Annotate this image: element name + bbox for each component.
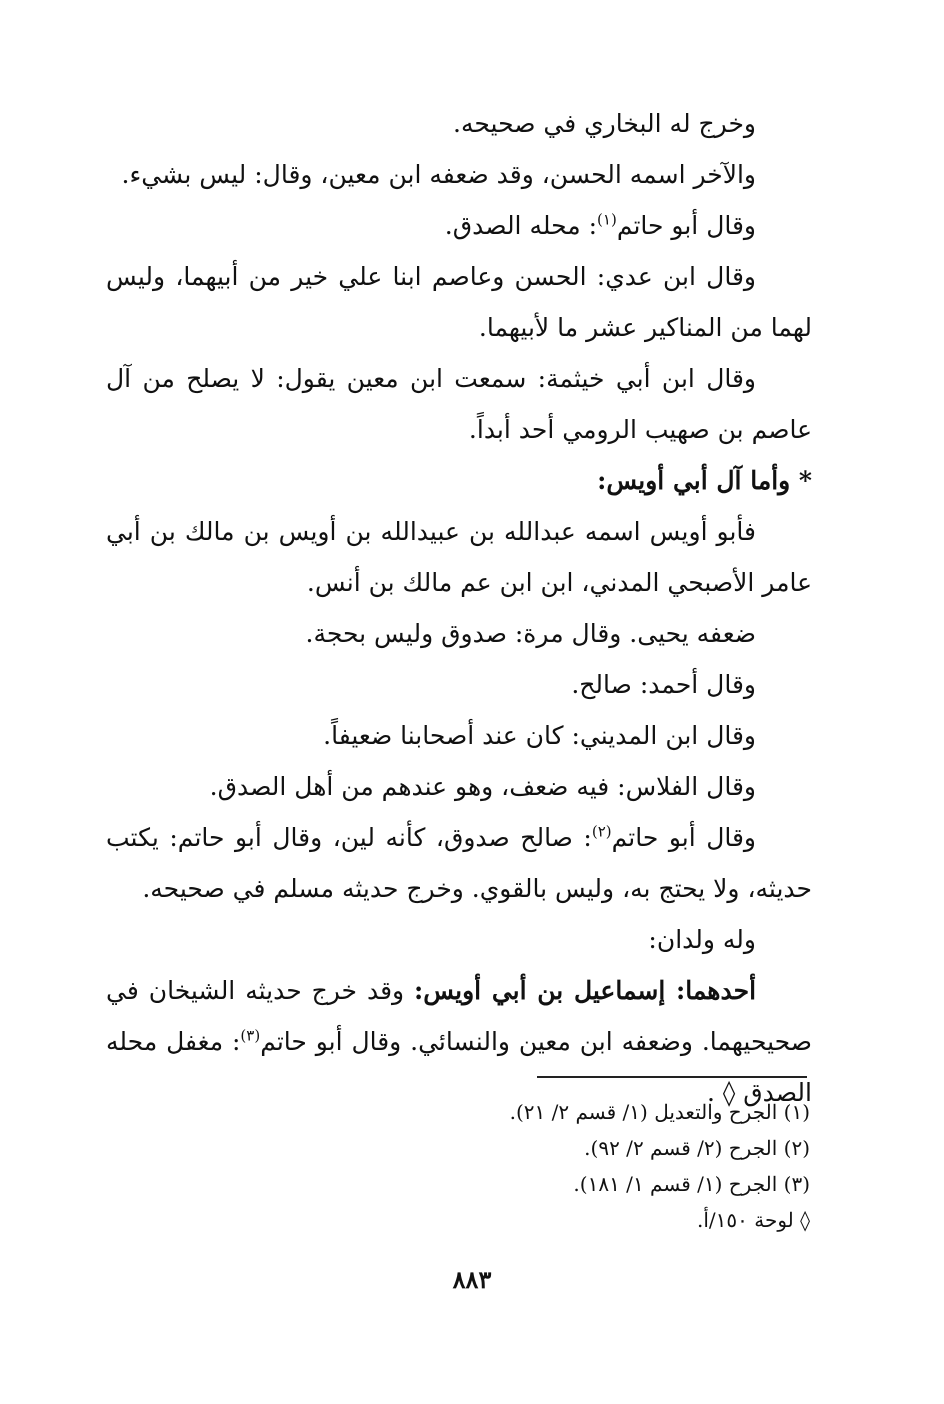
paragraph-ibn-adi: وقال ابن عدي: الحسن وعاصم ابنا علي خير من أبيهما، وليس لهما من المناكير عشر ما لأبيهما.: [106, 262, 812, 342]
paragraph-abu-hatim-2-text: وقال أبو حاتم: [611, 823, 757, 852]
footnote-manuscript: ◊ لوحة ١٥٠/أ.: [697, 1208, 810, 1232]
paragraph-ahmad: وقال أحمد: صالح.: [571, 670, 756, 699]
paragraph-ibn-almadini: وقال ابن المديني: كان عند أصحابنا ضعيفاً.: [323, 721, 756, 750]
paragraph-abu-hatim-1-text: وقال أبو حاتم: [616, 211, 756, 240]
main-text: [106, 98, 812, 1118]
paragraph-fallas: وقال الفلاس: فيه ضعف، وهو عندهم من أهل الصدق.: [209, 772, 756, 801]
footnote-ref-3: (٣): [240, 1026, 261, 1045]
footnote-ref-1: (١): [597, 210, 617, 229]
footnote-3: (٣) الجرح (١/ قسم ١/ ١٨١).: [573, 1172, 810, 1196]
paragraph-yahya: ضعفه يحيى. وقال مرة: صدوق وليس بحجة.: [305, 619, 756, 648]
footnote-ref-2: (٢): [591, 822, 612, 841]
footnote-1: (١) الجرح والتعديل (١/ قسم ٢/ ٢١).: [509, 1100, 810, 1124]
ismail-rest: : مغفل محله الصدق ◊ .: [106, 1027, 812, 1107]
paragraph-bukhari: وخرج له البخاري في صحيحه.: [453, 109, 756, 138]
footnote-2: (٢) الجرح (٢/ قسم ٢/ ٩٢).: [584, 1136, 810, 1160]
paragraph-ibn-abi-khaythama: وقال ابن أبي خيثمة: سمعت ابن معين يقول: لا يصلح من آل عاصم بن صهيب الرومي أحد أبداً.: [106, 364, 812, 444]
page-number: ٨٨٣: [452, 1265, 492, 1294]
paragraph-abu-hatim-1: [106, 200, 812, 251]
footnotes: [360, 1094, 810, 1238]
section-heading-abi-uways: * وأما آل أبي أويس:: [597, 466, 812, 495]
paragraph-abu-uways: فأبو أويس اسمه عبدالله بن عبيدالله بن أويس بن مالك بن أبي عامر الأصبحي المدني، ابن ابن عم مالك بن أنس.: [106, 517, 812, 597]
ismail-lead: أحدهما: إسماعيل بن أبي أويس:: [414, 976, 757, 1005]
footnote-divider: [537, 1076, 807, 1078]
paragraph-two-sons: وله ولدان:: [648, 925, 756, 954]
paragraph-abu-hatim-1-rest: : محله الصدق.: [444, 211, 598, 240]
paragraph-abu-hatim-2-rest: : صالح صدوق، كأنه لين، وقال أبو حاتم: يكتب حديثه، ولا يحتج به، وليس بالقوي. وخرج حديثه مسلم في صحيحه.: [106, 823, 812, 903]
paragraph-hasan: والآخر اسمه الحسن، وقد ضعفه ابن معين، وقال: ليس بشيء.: [121, 160, 756, 189]
ismail-text: وقد خرج حديثه الشيخان في صحيحيهما. وضعفه ابن معين والنسائي. وقال أبو حاتم: [106, 976, 812, 1056]
paragraph-abu-hatim-2: [106, 812, 812, 914]
